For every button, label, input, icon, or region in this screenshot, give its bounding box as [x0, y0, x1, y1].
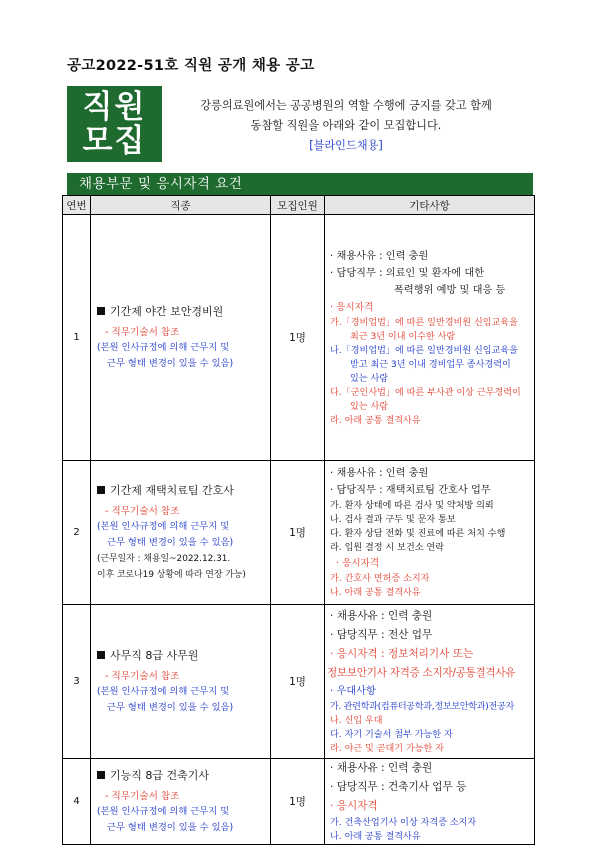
- section-banner: 채용부문 및 응시자격 요건: [67, 173, 533, 195]
- header-num: 연번: [63, 196, 91, 215]
- etc-line: 정보보안기사 자격증 소지자/공통결격사유: [327, 667, 516, 679]
- etc-cell: [325, 605, 535, 759]
- etc-line: 폭력행위 예방 및 대응 등: [394, 284, 506, 296]
- etc-line: · 응시자격 : 정보처리기사 또는: [330, 648, 474, 660]
- square-bullet-icon: [97, 771, 105, 779]
- logo-line-2: 모집: [82, 123, 147, 159]
- etc-line: 가. 건축산업기사 이상 자격증 소지자: [330, 818, 477, 828]
- etc-line: · 응시자격: [330, 301, 374, 313]
- job-note: 근무 형태 변경이 있을 수 있음): [107, 822, 234, 833]
- header-etc: 기타사항: [325, 196, 535, 215]
- etc-line: · 채용사유 : 인력 충원: [330, 250, 429, 262]
- etc-line: 가. 환자 상태에 따른 검사 및 약처방 의뢰: [330, 501, 494, 511]
- etc-cell: [325, 461, 535, 605]
- header-job: 직종: [91, 196, 271, 215]
- table-row: [63, 461, 535, 605]
- row-number: 4: [63, 759, 91, 845]
- job-title: 사무직 8급 사무원: [97, 647, 270, 663]
- etc-line: 있는 사람: [350, 373, 389, 384]
- etc-line: 가. 관련학과(컴퓨터공학과,정보보안학과)전공자: [330, 702, 514, 712]
- etc-line: · 응시자격: [330, 800, 378, 812]
- job-description-ref: - 직무기술서 참조: [105, 791, 180, 802]
- etc-cell: [325, 759, 535, 845]
- job-title: 기간제 야간 보안경비원: [97, 303, 270, 319]
- hire-count: 1명: [271, 215, 325, 461]
- etc-line: 다.「군인사법」에 따른 부사관 이상 근무경력이: [330, 387, 521, 398]
- header-count: 모집인원: [271, 196, 325, 215]
- etc-line: 라. 아래 공통 결격사유: [330, 415, 421, 426]
- notice-title: 공고2022-51호 직원 공개 채용 공고: [67, 58, 315, 74]
- hire-count: 1명: [271, 759, 325, 845]
- table-row: [63, 759, 535, 845]
- etc-line: · 담당직무 : 전산 업무: [330, 629, 433, 641]
- etc-line: 나. 신입 우대: [330, 716, 383, 726]
- intro-line-1: 강릉의료원에서는 공공병원의 역할 수행에 긍지를 갖고 함께: [200, 99, 492, 112]
- job-note: (본원 인사규정에 의해 근무지 및: [97, 342, 230, 353]
- etc-line: · 채용사유 : 인력 충원: [330, 468, 429, 479]
- etc-line: 나. 검사 결과 구두 및 문자 통보: [330, 515, 456, 525]
- job-title: 기간제 재택치료팀 간호사: [97, 482, 270, 498]
- recruitment-table: [62, 195, 535, 845]
- job-note: (근무일자 : 채용일~2022.12.31.: [97, 554, 231, 564]
- etc-line: 가. 간호사 면허증 소지자: [330, 574, 430, 584]
- square-bullet-icon: [97, 307, 105, 315]
- etc-line: · 담당직무 : 재택치료팀 간호사 업무: [330, 485, 491, 496]
- job-description-ref: - 직무기술서 참조: [105, 671, 180, 682]
- etc-line: · 채용사유 : 인력 충원: [330, 762, 433, 774]
- row-number: 2: [63, 461, 91, 605]
- hire-count: 1명: [271, 605, 325, 759]
- etc-line: 나. 아래 공통 결격사유: [330, 588, 421, 598]
- etc-line: · 채용사유 : 인력 충원: [330, 610, 433, 622]
- table-header-row: [63, 196, 535, 215]
- row-number: 3: [63, 605, 91, 759]
- etc-line: · 우대사항: [330, 686, 376, 697]
- job-cell: [91, 605, 271, 759]
- etc-line: · 응시자격: [336, 558, 380, 569]
- etc-line: 받고 최근 3년 이내 경비업무 종사경력이: [350, 359, 511, 370]
- hire-count: 1명: [271, 461, 325, 605]
- etc-line: 다. 환자 상담 전화 및 진료에 따른 처치 수행: [330, 529, 506, 539]
- job-cell: [91, 461, 271, 605]
- job-cell: [91, 215, 271, 461]
- job-note: 이후 코로나19 상황에 따라 연장 가능): [97, 570, 246, 580]
- etc-line: 라. 입원 결정 시 보건소 연락: [330, 543, 444, 553]
- logo-line-1: 직원: [82, 89, 147, 125]
- job-description-ref: - 직무기술서 참조: [105, 506, 180, 517]
- intro-text: [168, 96, 524, 156]
- blind-recruit-label: [블라인드채용]: [309, 139, 383, 152]
- recruit-logo: [67, 86, 162, 162]
- square-bullet-icon: [97, 651, 105, 659]
- etc-line: · 담당직무 : 의료인 및 환자에 대한: [330, 267, 485, 279]
- etc-line: 나.「경비업법」에 따른 일반경비원 신임교육을: [330, 345, 518, 356]
- job-note: 근무 형태 변경이 있을 수 있음): [107, 358, 234, 369]
- etc-line: 라. 야근 및 곧대기 가능한 자: [330, 744, 444, 754]
- job-note: 근무 형태 변경이 있을 수 있음): [107, 702, 234, 713]
- etc-line: 가.「경비업법」에 따른 일반경비원 신임교육을: [330, 317, 518, 328]
- etc-line: · 담당직무 : 건축기사 업무 등: [330, 781, 467, 793]
- job-note: (본원 인사규정에 의해 근무지 및: [97, 686, 230, 697]
- etc-line: 나. 아래 공통 결격사유: [330, 832, 421, 842]
- job-note: (본원 인사규정에 의해 근무지 및: [97, 806, 230, 817]
- row-number: 1: [63, 215, 91, 461]
- table-row: [63, 215, 535, 461]
- job-note: (본원 인사규정에 의해 근무지 및: [97, 521, 230, 532]
- square-bullet-icon: [97, 486, 105, 494]
- job-note: 근무 형태 변경이 있을 수 있음): [107, 537, 234, 548]
- etc-cell: [325, 215, 535, 461]
- etc-line: 다. 자기 기술서 첨부 가능한 자: [330, 730, 453, 740]
- etc-line: 있는 사람: [350, 401, 389, 412]
- job-title: 기능직 8급 건축기사: [97, 767, 270, 783]
- intro-line-2: 동참할 직원을 아래와 같이 모집합니다.: [250, 119, 442, 132]
- job-description-ref: - 직무기술서 참조: [105, 327, 180, 338]
- job-cell: [91, 759, 271, 845]
- etc-line: 최근 3년 이내 이수한 사람: [350, 331, 456, 342]
- table-row: [63, 605, 535, 759]
